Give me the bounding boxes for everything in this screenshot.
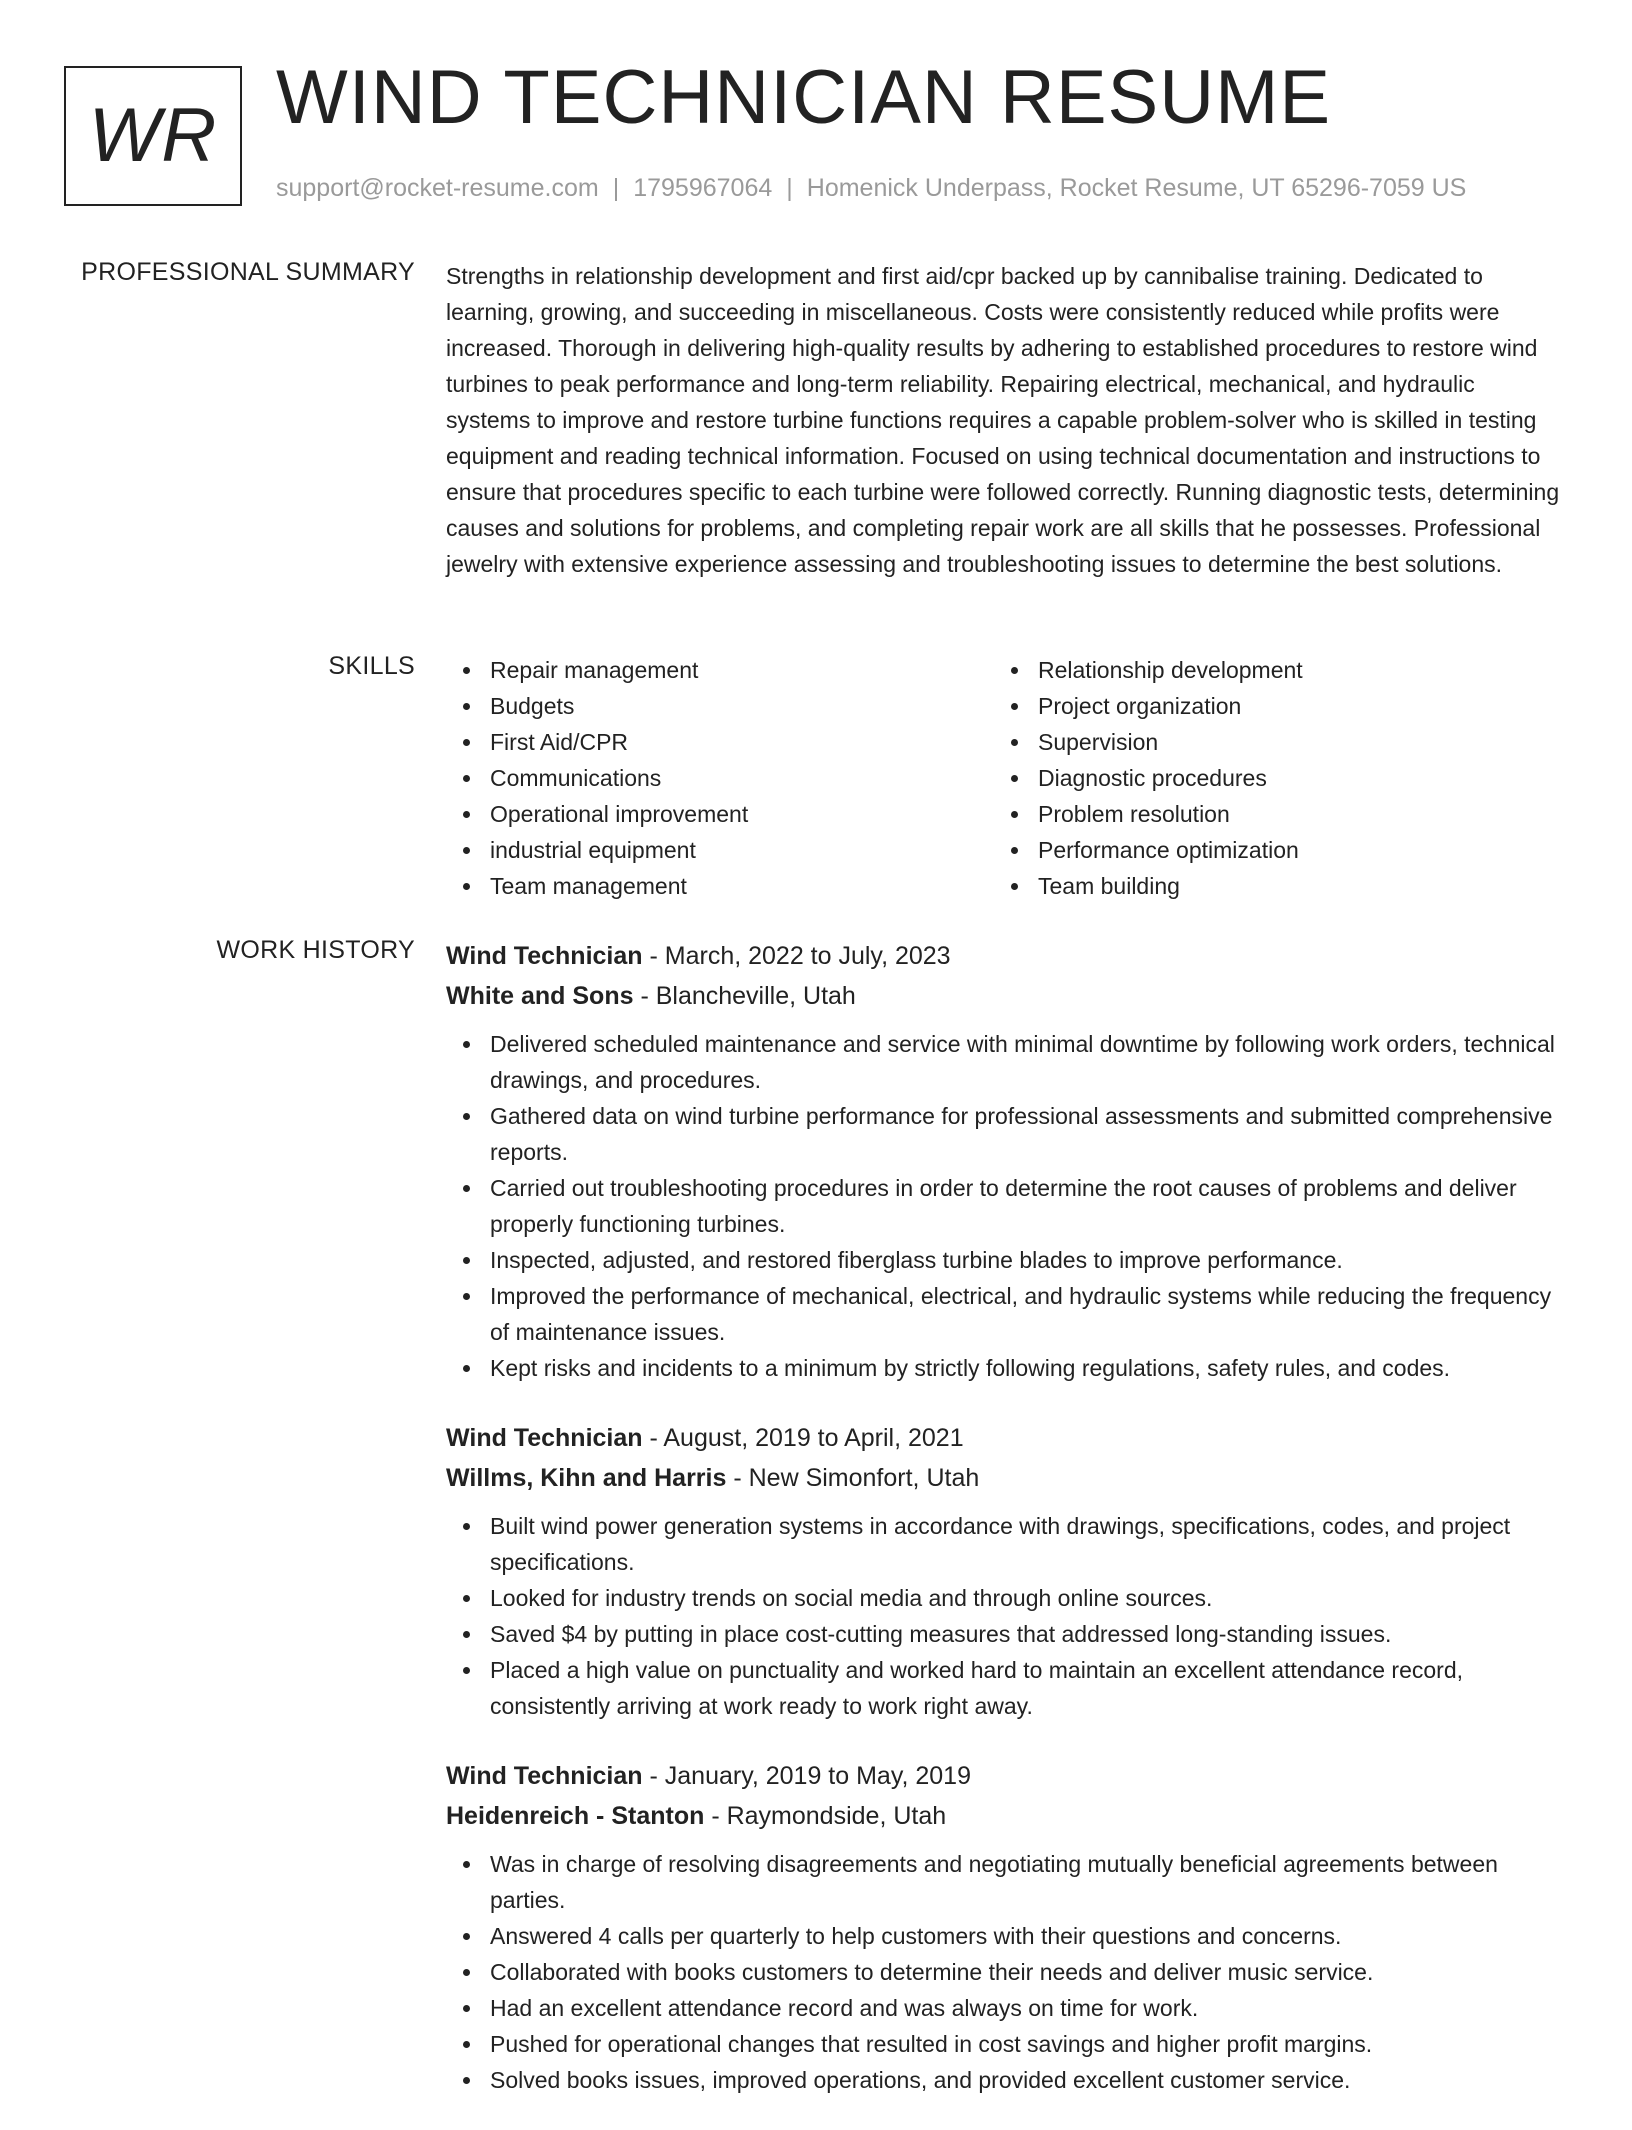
contact-phone[interactable]: 1795967064 xyxy=(633,174,773,202)
job-company: White and Sons xyxy=(446,982,634,1010)
contact-line xyxy=(276,174,1466,203)
skill-item: Operational improvement xyxy=(446,796,994,832)
contact-email[interactable]: support@rocket-resume.com xyxy=(276,174,599,202)
job-entry xyxy=(446,936,1562,1386)
contact-separator: | xyxy=(612,174,620,202)
job-title-line xyxy=(446,1756,1562,1796)
skill-item: First Aid/CPR xyxy=(446,724,994,760)
skill-item: Team management xyxy=(446,868,994,904)
job-company: Heidenreich - Stanton xyxy=(446,1802,705,1830)
job-dates: - March, 2022 to July, 2023 xyxy=(642,942,951,970)
job-bullet: Gathered data on wind turbine performance for professional assessments and submitted comprehensive reports. xyxy=(446,1098,1562,1170)
contact-separator: | xyxy=(786,174,793,202)
job-location: - Raymondside, Utah xyxy=(704,1802,947,1830)
job-bullet: Built wind power generation systems in accordance with drawings, specifications, codes, and project specifications. xyxy=(446,1508,1562,1580)
job-bullet-list xyxy=(446,1026,1562,1386)
job-company: Willms, Kihn and Harris xyxy=(446,1464,727,1492)
resume-title: WIND TECHNICIAN RESUME xyxy=(276,55,1332,140)
job-dates: - January, 2019 to May, 2019 xyxy=(642,1762,971,1790)
job-bullet-list xyxy=(446,1846,1562,2098)
job-company-line xyxy=(446,976,1562,1016)
job-title: Wind Technician xyxy=(446,942,643,970)
skill-item: Diagnostic procedures xyxy=(994,760,1542,796)
job-company-line xyxy=(446,1796,1562,1836)
work-history-body xyxy=(446,936,1562,2130)
job-bullet: Looked for industry trends on social media and through online sources. xyxy=(446,1580,1562,1616)
job-bullet: Placed a high value on punctuality and worked hard to maintain an excellent attendance record, consistently arriving at work ready to work right away. xyxy=(446,1652,1562,1724)
skills-grid xyxy=(446,652,1562,904)
job-bullet: Saved $4 by putting in place cost-cutting measures that addressed long-standing issues. xyxy=(446,1616,1562,1652)
job-location: - Blancheville, Utah xyxy=(633,982,856,1010)
job-company-line xyxy=(446,1458,1562,1498)
skill-item: Relationship development xyxy=(994,652,1542,688)
job-bullet: Carried out troubleshooting procedures in order to determine the root causes of problems and deliver properly functioning turbines. xyxy=(446,1170,1562,1242)
job-bullet: Kept risks and incidents to a minimum by strictly following regulations, safety rules, and codes. xyxy=(446,1350,1562,1386)
summary-text: Strengths in relationship development and first aid/cpr backed up by cannibalise training. Dedicated to learning, growing, and succeeding in miscellaneous. Costs were consistently reduced while profits were increased. Thorough in delivering high-quality results by adhering to established procedures to restore wind turbines to peak performance and long-term reliability. Repairing electrical, mechanical, and hydraulic systems to improve and restore turbine functions requires a capable problem-solver who is skilled in testing equipment and reading technical information. Focused on using technical documentation and instructions to ensure that procedures specific to each turbine were followed correctly. Running diagnostic tests, determining causes and solutions for problems, and completing repair work are all skills that he possesses. Professional jewelry with extensive experience assessing and troubleshooting issues to determine the best solutions. xyxy=(446,263,1560,577)
job-bullet: Collaborated with books customers to determine their needs and deliver music service. xyxy=(446,1954,1562,1990)
job-bullet: Had an excellent attendance record and was always on time for work. xyxy=(446,1990,1562,2026)
job-title: Wind Technician xyxy=(446,1762,643,1790)
summary-heading: PROFESSIONAL SUMMARY xyxy=(81,258,415,286)
job-bullet: Was in charge of resolving disagreements and negotiating mutually beneficial agreements between parties. xyxy=(446,1846,1562,1918)
skills-column-right xyxy=(994,652,1542,904)
job-title: Wind Technician xyxy=(446,1424,643,1452)
skill-item: Repair management xyxy=(446,652,994,688)
job-title-line xyxy=(446,936,1562,976)
skills-column-left xyxy=(446,652,994,904)
job-entry xyxy=(446,1418,1562,1724)
skills-heading: SKILLS xyxy=(328,652,415,680)
job-bullet: Answered 4 calls per quarterly to help customers with their questions and concerns. xyxy=(446,1918,1562,1954)
skill-item: Team building xyxy=(994,868,1542,904)
job-bullet: Solved books issues, improved operations, and provided excellent customer service. xyxy=(446,2062,1562,2098)
summary-body xyxy=(446,258,1562,582)
contact-address: Homenick Underpass, Rocket Resume, UT 65296-7059 US xyxy=(806,174,1467,202)
job-location: - New Simonfort, Utah xyxy=(726,1464,980,1492)
job-bullet: Inspected, adjusted, and restored fiberglass turbine blades to improve performance. xyxy=(446,1242,1562,1278)
skill-item: Project organization xyxy=(994,688,1542,724)
skill-item: Performance optimization xyxy=(994,832,1542,868)
job-bullet: Improved the performance of mechanical, electrical, and hydraulic systems while reducing the frequency of maintenance issues. xyxy=(446,1278,1562,1350)
monogram-initials: WR xyxy=(88,93,218,178)
skill-item: Communications xyxy=(446,760,994,796)
skill-item: Budgets xyxy=(446,688,994,724)
skill-item: Supervision xyxy=(994,724,1542,760)
job-dates: - August, 2019 to April, 2021 xyxy=(642,1424,964,1452)
skill-item: Problem resolution xyxy=(994,796,1542,832)
job-title-line xyxy=(446,1418,1562,1458)
job-entry xyxy=(446,1756,1562,2098)
job-bullet-list xyxy=(446,1508,1562,1724)
monogram-box xyxy=(64,66,242,206)
job-bullet: Pushed for operational changes that resulted in cost savings and higher profit margins. xyxy=(446,2026,1562,2062)
job-bullet: Delivered scheduled maintenance and service with minimal downtime by following work orders, technical drawings, and procedures. xyxy=(446,1026,1562,1098)
skills-body xyxy=(446,652,1562,904)
skill-item: industrial equipment xyxy=(446,832,994,868)
work-history-heading: WORK HISTORY xyxy=(216,936,415,964)
